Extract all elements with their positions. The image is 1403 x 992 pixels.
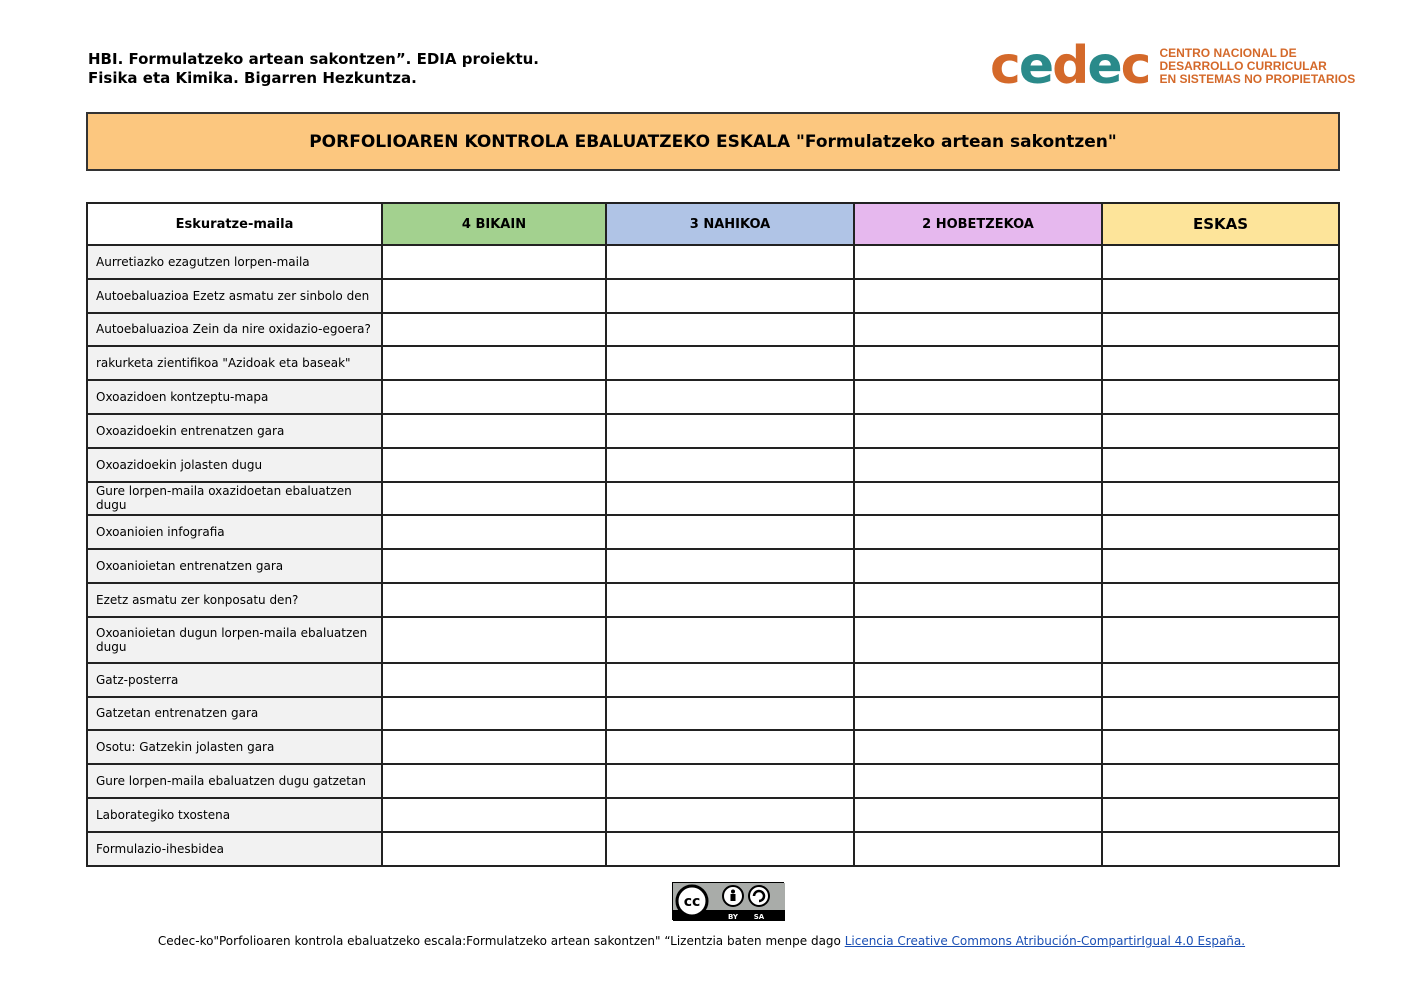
license-footer xyxy=(0,934,1403,948)
cell-bikain[interactable] xyxy=(382,798,606,832)
row-label: Gatzetan entrenatzen gara xyxy=(87,697,382,731)
table-row xyxy=(87,730,1339,764)
table-row xyxy=(87,245,1339,279)
table-row xyxy=(87,414,1339,448)
cell-nahikoa[interactable] xyxy=(606,798,854,832)
cell-bikain[interactable] xyxy=(382,414,606,448)
row-label: Aurretiazko ezagutzen lorpen-maila xyxy=(87,245,382,279)
cell-eskas[interactable] xyxy=(1102,697,1339,731)
header-eskas: ESKAS xyxy=(1102,203,1339,245)
cell-nahikoa[interactable] xyxy=(606,245,854,279)
cell-nahikoa[interactable] xyxy=(606,697,854,731)
row-label: Oxoanioien infografia xyxy=(87,515,382,549)
table-row xyxy=(87,313,1339,347)
table-row xyxy=(87,482,1339,516)
cell-hobetzekoa[interactable] xyxy=(854,549,1102,583)
cell-hobetzekoa[interactable] xyxy=(854,313,1102,347)
cc-text: cc xyxy=(683,894,701,910)
row-label: Autoebaluazioa Ezetz asmatu zer sinbolo den xyxy=(87,279,382,313)
row-label: Oxoanioietan entrenatzen gara xyxy=(87,549,382,583)
cell-nahikoa[interactable] xyxy=(606,414,854,448)
row-label: Formulazio-ihesbidea xyxy=(87,832,382,866)
cell-nahikoa[interactable] xyxy=(606,279,854,313)
cell-hobetzekoa[interactable] xyxy=(854,380,1102,414)
cell-bikain[interactable] xyxy=(382,515,606,549)
cell-hobetzekoa[interactable] xyxy=(854,663,1102,697)
cell-nahikoa[interactable] xyxy=(606,617,854,663)
logo-letter: c xyxy=(1120,36,1150,96)
row-label: Oxoazidoen kontzeptu-mapa xyxy=(87,380,382,414)
row-label: Oxoanioietan dugun lorpen-maila ebaluatzen dugu xyxy=(87,617,382,663)
row-label: Gure lorpen-maila ebaluatzen dugu gatzetan xyxy=(87,764,382,798)
row-label: rakurketa zientifikoa "Azidoak eta baseak" xyxy=(87,346,382,380)
row-label: Gure lorpen-maila oxazidoetan ebaluatzen dugu xyxy=(87,482,382,516)
sa-text: SA xyxy=(753,913,765,921)
by-text: BY xyxy=(727,913,739,921)
cell-eskas[interactable] xyxy=(1102,515,1339,549)
cell-bikain[interactable] xyxy=(382,482,606,516)
table-row xyxy=(87,663,1339,697)
table-row xyxy=(87,583,1339,617)
cell-bikain[interactable] xyxy=(382,663,606,697)
cc-license-badge[interactable] xyxy=(672,882,784,920)
logo-letter: e xyxy=(1087,36,1121,96)
footer-text: Cedec-ko"Porfolioaren kontrola ebaluatzeko escala:Formulatzeko artean sakontzen" “Lizentzia baten menpe dago xyxy=(157,934,845,948)
cell-hobetzekoa[interactable] xyxy=(854,697,1102,731)
cedec-logo-word xyxy=(990,36,1150,96)
cell-hobetzekoa[interactable] xyxy=(854,414,1102,448)
cell-eskas[interactable] xyxy=(1102,245,1339,279)
license-link[interactable]: Licencia Creative Commons Atribución-CompartirIgual 4.0 España. xyxy=(844,934,1246,948)
cell-hobetzekoa[interactable] xyxy=(854,482,1102,516)
cell-bikain[interactable] xyxy=(382,313,606,347)
table-row xyxy=(87,617,1339,663)
page-title: PORFOLIOAREN KONTROLA EBALUATZEKO ESKALA "Formulatzeko artean sakontzen" xyxy=(86,112,1340,171)
cell-eskas[interactable] xyxy=(1102,313,1339,347)
cell-nahikoa[interactable] xyxy=(606,313,854,347)
cell-bikain[interactable] xyxy=(382,279,606,313)
cedec-logo xyxy=(990,36,1356,96)
cell-eskas[interactable] xyxy=(1102,279,1339,313)
cell-eskas[interactable] xyxy=(1102,346,1339,380)
header-line-2: Fisika eta Kimika. Bigarren Hezkuntza. xyxy=(88,69,417,87)
cell-bikain[interactable] xyxy=(382,346,606,380)
header-nahikoa: 3 NAHIKOA xyxy=(606,203,854,245)
cell-bikain[interactable] xyxy=(382,697,606,731)
row-label: Gatz-posterra xyxy=(87,663,382,697)
table-row xyxy=(87,448,1339,482)
table-row xyxy=(87,697,1339,731)
cell-hobetzekoa[interactable] xyxy=(854,583,1102,617)
cell-bikain[interactable] xyxy=(382,245,606,279)
cell-eskas[interactable] xyxy=(1102,482,1339,516)
cell-hobetzekoa[interactable] xyxy=(854,346,1102,380)
cell-nahikoa[interactable] xyxy=(606,730,854,764)
cedec-logo-subtitle xyxy=(1159,47,1355,86)
header-line-1: HBI. Formulatzeko artean sakontzen”. EDIA proiektu. xyxy=(88,50,539,68)
table-row xyxy=(87,346,1339,380)
cell-bikain[interactable] xyxy=(382,380,606,414)
header-eskuratze-maila: Eskuratze-maila xyxy=(87,203,382,245)
table-row xyxy=(87,279,1339,313)
assessment-table xyxy=(86,202,1340,867)
cell-bikain[interactable] xyxy=(382,730,606,764)
row-label: Oxoazidoekin entrenatzen gara xyxy=(87,414,382,448)
row-label: Oxoazidoekin jolasten dugu xyxy=(87,448,382,482)
table-row xyxy=(87,764,1339,798)
cell-nahikoa[interactable] xyxy=(606,764,854,798)
row-label: Laborategiko txostena xyxy=(87,798,382,832)
cell-hobetzekoa[interactable] xyxy=(854,515,1102,549)
cell-nahikoa[interactable] xyxy=(606,482,854,516)
logo-letter: e xyxy=(1018,36,1053,96)
cell-eskas[interactable] xyxy=(1102,448,1339,482)
cell-nahikoa[interactable] xyxy=(606,583,854,617)
cell-hobetzekoa[interactable] xyxy=(854,832,1102,866)
table-row xyxy=(87,380,1339,414)
cell-nahikoa[interactable] xyxy=(606,663,854,697)
cell-bikain[interactable] xyxy=(382,583,606,617)
cell-nahikoa[interactable] xyxy=(606,549,854,583)
table-row xyxy=(87,549,1339,583)
table-header-row xyxy=(87,203,1339,245)
cell-hobetzekoa[interactable] xyxy=(854,730,1102,764)
header-bikain: 4 BIKAIN xyxy=(382,203,606,245)
cell-hobetzekoa[interactable] xyxy=(854,764,1102,798)
cell-eskas[interactable] xyxy=(1102,730,1339,764)
cell-bikain[interactable] xyxy=(382,832,606,866)
logo-sub-line: CENTRO NACIONAL DE xyxy=(1159,45,1297,60)
cell-eskas[interactable] xyxy=(1102,798,1339,832)
cell-hobetzekoa[interactable] xyxy=(854,448,1102,482)
cell-nahikoa[interactable] xyxy=(606,380,854,414)
logo-sub-line: DESARROLLO CURRICULAR xyxy=(1159,58,1327,73)
cell-bikain[interactable] xyxy=(382,448,606,482)
cell-eskas[interactable] xyxy=(1102,663,1339,697)
cell-hobetzekoa[interactable] xyxy=(854,245,1102,279)
row-label: Osotu: Gatzekin jolasten gara xyxy=(87,730,382,764)
document-header xyxy=(88,50,539,88)
cell-hobetzekoa[interactable] xyxy=(854,798,1102,832)
cell-eskas[interactable] xyxy=(1102,764,1339,798)
table-row xyxy=(87,832,1339,866)
cell-bikain[interactable] xyxy=(382,617,606,663)
cell-eskas[interactable] xyxy=(1102,583,1339,617)
logo-letter: c xyxy=(990,36,1019,96)
cell-hobetzekoa[interactable] xyxy=(854,279,1102,313)
cell-nahikoa[interactable] xyxy=(606,832,854,866)
table-row xyxy=(87,515,1339,549)
cell-nahikoa[interactable] xyxy=(606,515,854,549)
row-label: Ezetz asmatu zer konposatu den? xyxy=(87,583,382,617)
cell-nahikoa[interactable] xyxy=(606,448,854,482)
cell-hobetzekoa[interactable] xyxy=(854,617,1102,663)
table-row xyxy=(87,798,1339,832)
cell-eskas[interactable] xyxy=(1102,414,1339,448)
cell-eskas[interactable] xyxy=(1102,380,1339,414)
cell-bikain[interactable] xyxy=(382,549,606,583)
cc-by-sa-icon xyxy=(673,883,785,921)
cell-eskas[interactable] xyxy=(1102,617,1339,663)
cell-eskas[interactable] xyxy=(1102,832,1339,866)
header-hobetzekoa: 2 HOBETZEKOA xyxy=(854,203,1102,245)
cell-eskas[interactable] xyxy=(1102,549,1339,583)
cell-nahikoa[interactable] xyxy=(606,346,854,380)
logo-sub-line: EN SISTEMAS NO PROPIETARIOS xyxy=(1159,71,1356,86)
cell-bikain[interactable] xyxy=(382,764,606,798)
logo-letter: d xyxy=(1052,36,1088,96)
row-label: Autoebaluazioa Zein da nire oxidazio-egoera? xyxy=(87,313,382,347)
